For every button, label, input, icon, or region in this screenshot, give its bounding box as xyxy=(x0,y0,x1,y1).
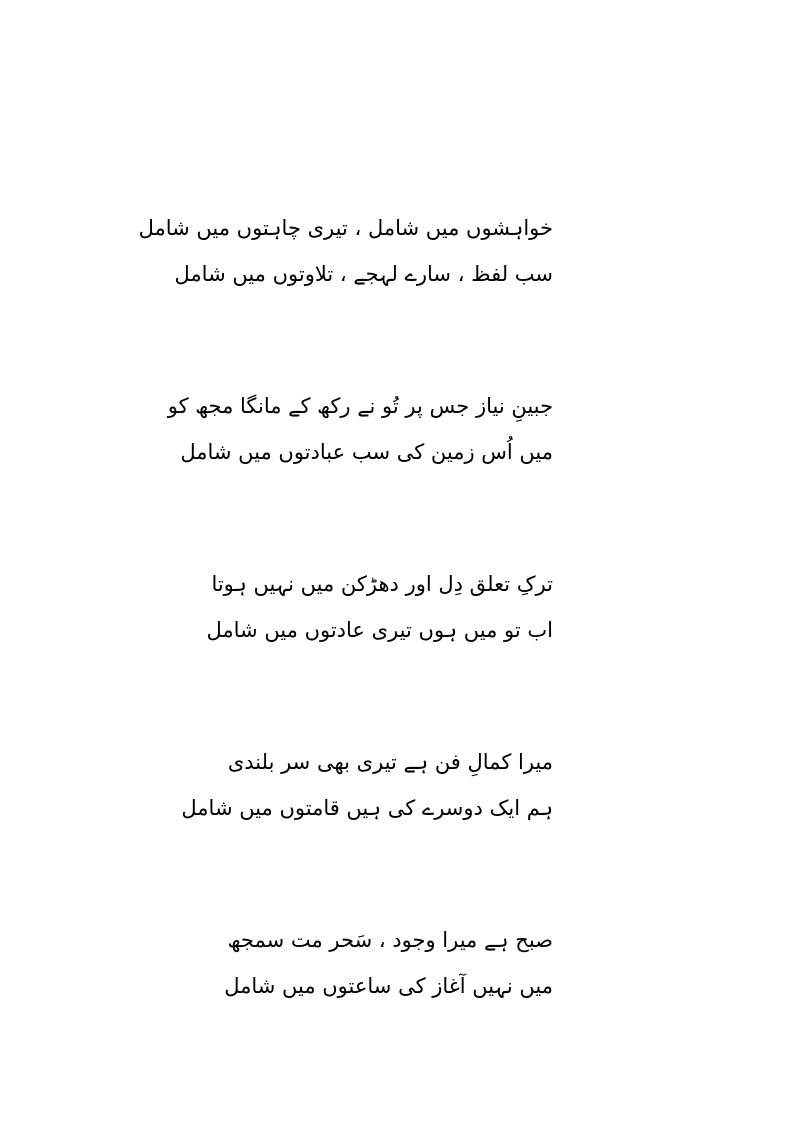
poem-line: اب تو میں ہوں تیری عادتوں میں شامل xyxy=(206,618,553,642)
poem-line: میں اُس زمین کی سب عبادتوں میں شامل xyxy=(180,440,553,464)
stanza-2 xyxy=(167,390,553,482)
poem-line: میرا کمالِ فن ہے تیری بھی سر بلندی xyxy=(227,750,553,774)
poem-line: جبینِ نیاز جس پر تُو نے رکھ کے مانگا مجھ کو xyxy=(167,394,553,418)
stanza-1 xyxy=(138,212,553,304)
poem-line: سب لفظ ، سارے لہجے ، تلاوتوں میں شامل xyxy=(174,262,553,286)
poem-line: خواہشوں میں شامل ، تیری چاہتوں میں شامل xyxy=(138,216,553,240)
poem-line: میں نہیں آغاز کی ساعتوں میں شامل xyxy=(224,974,553,998)
stanza-4 xyxy=(181,746,553,838)
poem-line: ترکِ تعلق دِل اور دھڑکن میں نہیں ہوتا xyxy=(211,572,553,596)
stanza-3 xyxy=(206,568,553,660)
poem-line: ہم ایک دوسرے کی ہیں قامتوں میں شامل xyxy=(181,796,553,820)
poem-line: صبح ہے میرا وجود ، سَحر مت سمجھ xyxy=(227,928,553,952)
stanza-5 xyxy=(213,924,553,1016)
poem xyxy=(138,212,553,1102)
